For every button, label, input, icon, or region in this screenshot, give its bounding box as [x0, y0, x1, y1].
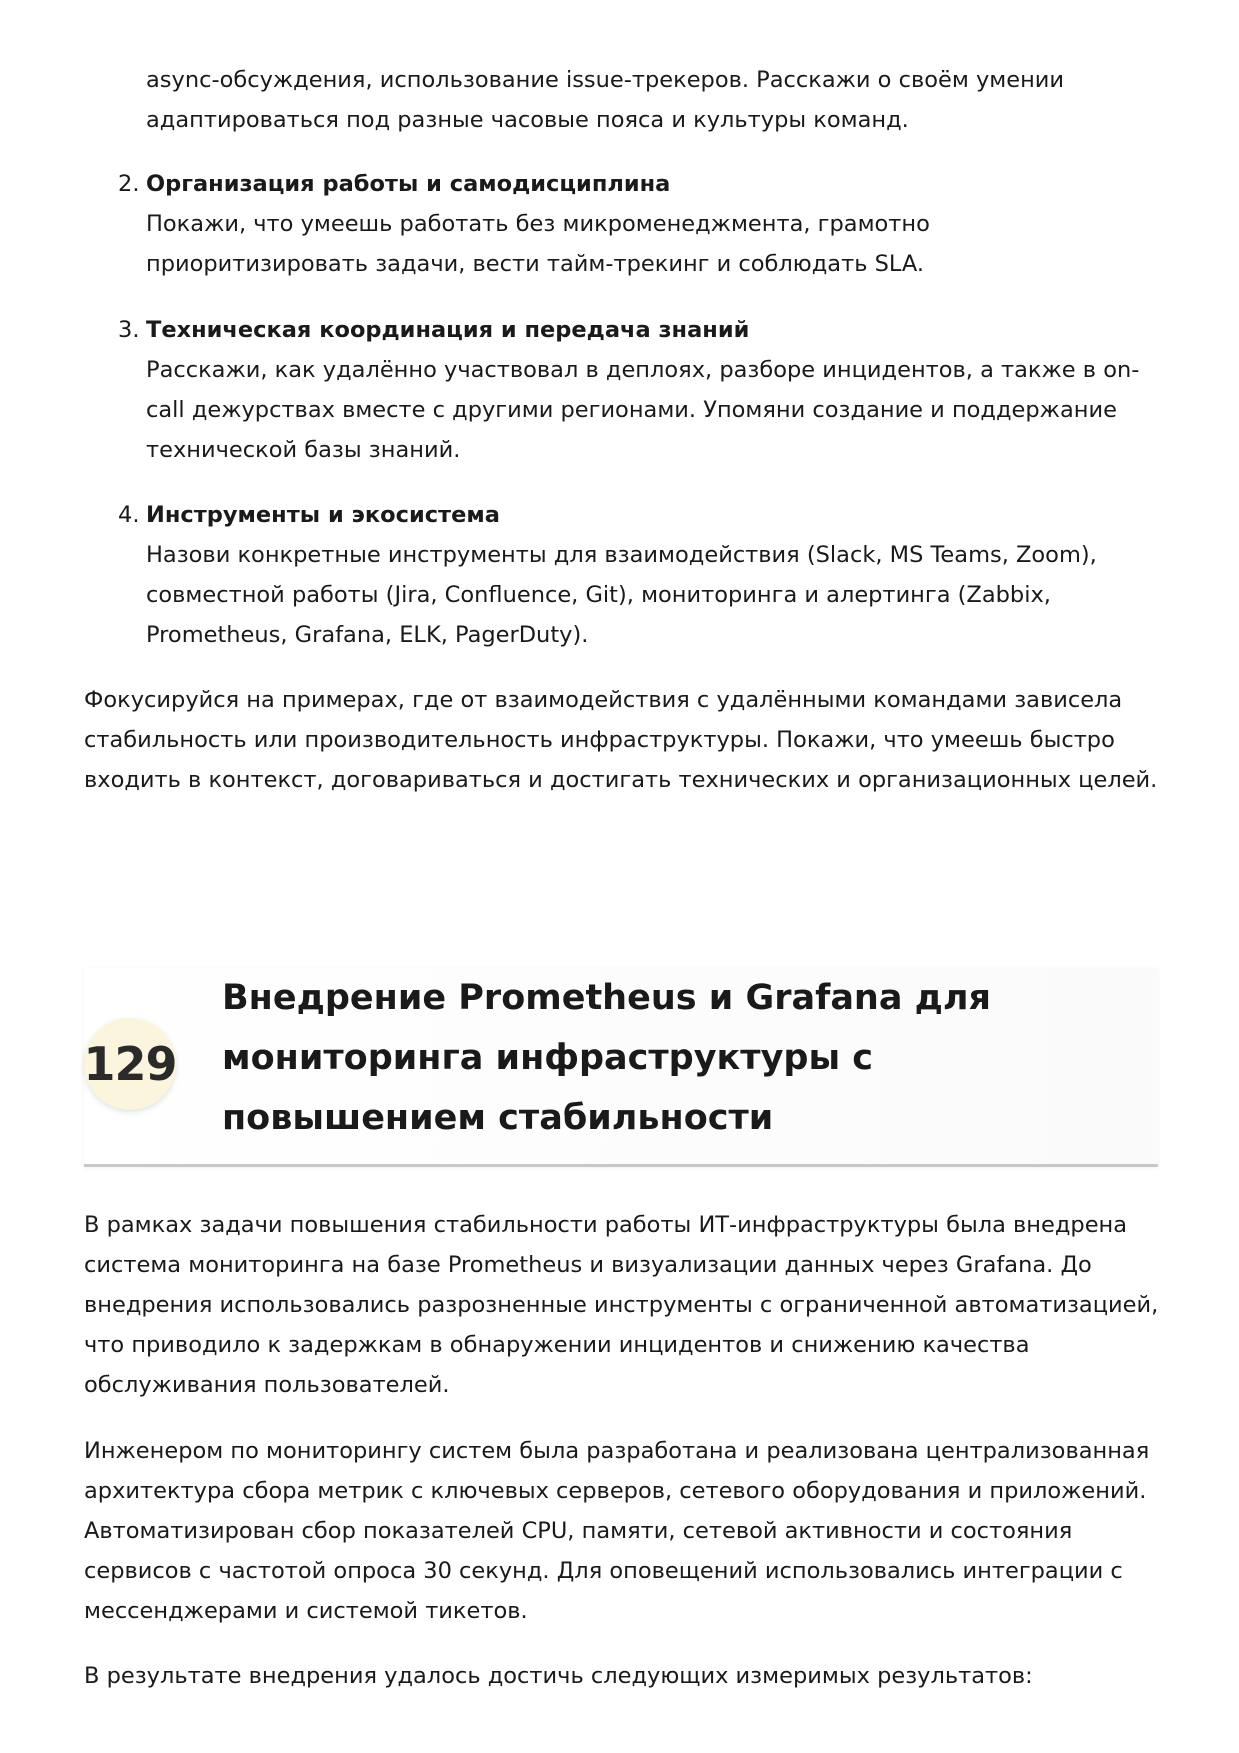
- section-header: [84, 968, 1158, 1167]
- list-item-title: Организация работы и самодисциплина: [146, 171, 671, 197]
- body-paragraph-1: В рамках задачи повышения стабильности работы ИТ-инфраструктуры была внедрена система мониторинга на базе Prometheus и визуализации данных через Grafana. До внедрения использовались разрозненные инструменты с ограниченной автоматизацией, что приводило к задержкам в обнаружении инцидентов и снижению качества обслуживания пользователей.: [84, 1212, 1159, 1398]
- list-item-number: 3.: [118, 317, 140, 343]
- list-item-4: [118, 495, 1148, 655]
- list-item-number: 4.: [118, 502, 140, 528]
- list-item-1-continuation: async-обсуждения, использование issue-трекеров. Расскажи о своём умении адаптироваться под разные часовые пояса и культуры команд.: [146, 67, 1065, 133]
- list-item-2: [118, 164, 1148, 284]
- list-item-text: Покажи, что умеешь работать без микроменеджмента, грамотно приоритизировать задачи, вести тайм-трекинг и соблюдать SLA.: [146, 211, 930, 277]
- list-item-3: [118, 310, 1148, 470]
- section-title: Внедрение Prometheus и Grafana для мониторинга инфраструктуры с повышением стабильности: [222, 978, 992, 1138]
- list-item-text: Назови конкретные инструменты для взаимодействия (Slack, MS Teams, Zoom), совместной работы (Jira, Confluence, Git), мониторинга и алертинга (Zabbix, Prometheus, Grafana, ELK, PagerDuty).: [146, 542, 1097, 648]
- list-item-number: 2.: [118, 171, 140, 197]
- list-item-title: Техническая координация и передача знаний: [146, 317, 750, 343]
- section-number-badge: [84, 1018, 176, 1110]
- body-paragraph-3: В результате внедрения удалось достичь следующих измеримых результатов:: [84, 1663, 1033, 1689]
- section-number: 129: [83, 1037, 177, 1091]
- list-item-text: Расскажи, как удалённо участвовал в деплоях, разборе инцидентов, а также в on-call дежурствах вместе с другими регионами. Упомяни создание и поддержание технической базы знаний.: [146, 357, 1140, 463]
- list-item-title: Инструменты и экосистема: [146, 502, 500, 528]
- summary-paragraph: Фокусируйся на примерах, где от взаимодействия с удалёнными командами зависела стабильность или производительность инфраструктуры. Покажи, что умеешь быстро входить в контекст, договариваться и достигать технических и организационных целей.: [84, 687, 1158, 793]
- body-paragraph-2: Инженером по мониторингу систем была разработана и реализована централизованная архитектура сбора метрик с ключевых серверов, сетевого оборудования и приложений. Автоматизирован сбор показателей CPU, памяти, сетевой активности и состояния сервисов с частотой опроса 30 секунд. Для оповещений использовались интеграции с мессенджерами и системой тикетов.: [84, 1438, 1150, 1624]
